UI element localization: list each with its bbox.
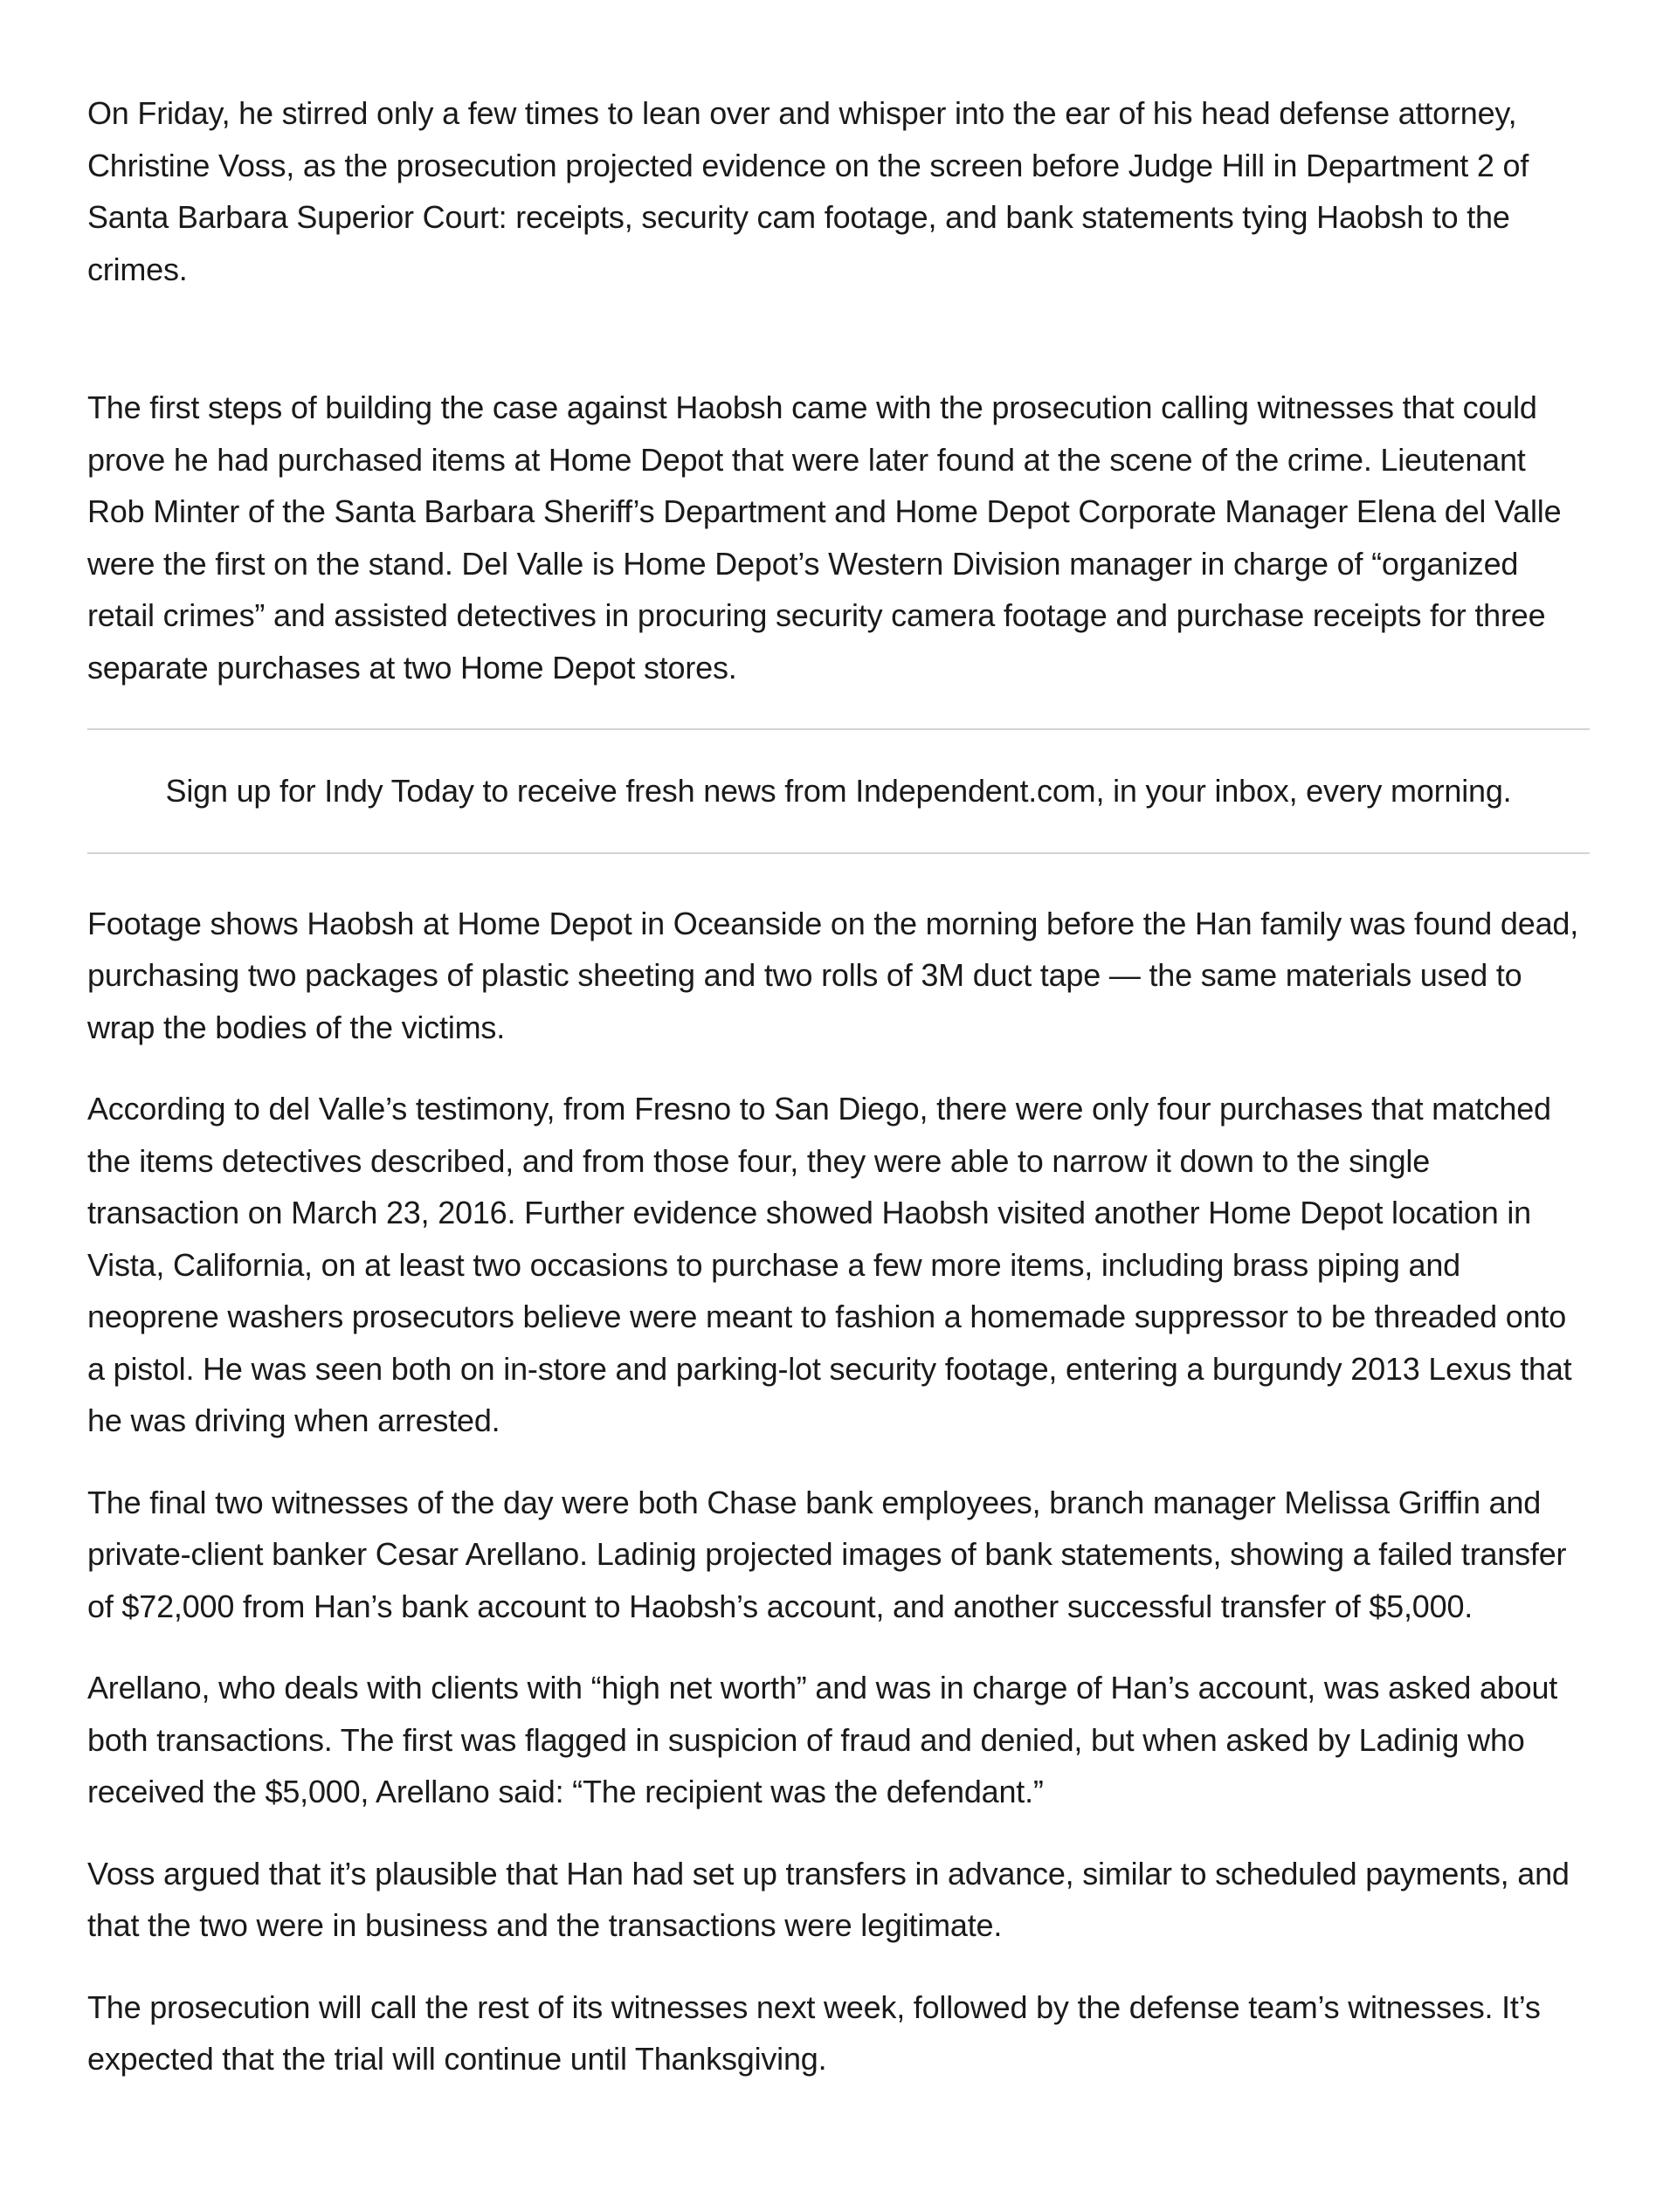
paragraph-arellano: Arellano, who deals with clients with “high net worth” and was in charge of Han’s account, was asked about both transactions. The first was flagged in suspicion of fraud and denied, but when asked by Ladinig who received the $5,000, Arellano said: “The recipient was the defendant.” bbox=[87, 1670, 1558, 1809]
article-body bbox=[87, 87, 1590, 2085]
paragraph-closing: The prosecution will call the rest of its witnesses next week, followed by the defense team’s witnesses. It’s expected that the trial will continue until Thanksgiving. bbox=[87, 1988, 1541, 2077]
paragraph-opening: On Friday, he stirred only a few times to lean over and whisper into the ear of his head defense attorney, Christine Voss, as the prosecution projected evidence on the screen before Judge Hill in Department 2 of Santa Barbara Superior Court: receipts, security cam footage, and bank statements tying Haobsh to the crimes. bbox=[87, 95, 1529, 287]
divider-top bbox=[87, 728, 1590, 730]
paragraph-footage: Footage shows Haobsh at Home Depot in Oceanside on the morning before the Han family was found dead, purchasing two packages of plastic sheeting and two rolls of 3M duct tape — the same materials used to wrap the bodies of the victims. bbox=[87, 905, 1579, 1045]
paragraph-voss: Voss argued that it’s plausible that Han had set up transfers in advance, similar to scheduled payments, and that the two were in business and the transactions were legitimate. bbox=[87, 1855, 1570, 1943]
paragraph-first-steps: The first steps of building the case against Haobsh came with the prosecution calling witnesses that could prove he had purchased items at Home Depot that were later found at the scene of the crime. Lieutenant Rob Minter of the Santa Barbara Sheriff’s Department and Home Depot Corporate Manager Elena del Valle were the first on the stand. Del Valle is Home Depot’s Western Division manager in charge of “organized retail crimes” and assisted detectives in procuring security camera footage and purchase receipts for three separate purchases at two Home Depot stores. bbox=[87, 389, 1562, 686]
newsletter-signup-link[interactable]: Sign up for Indy Today to receive fresh news from Independent.com, in your inbox, every morning. bbox=[165, 773, 1512, 809]
paragraph-testimony: According to del Valle’s testimony, from Fresno to San Diego, there were only four purchases that matched the items detectives described, and from those four, they were able to narrow it down to the single transaction on March 23, 2016. Further evidence showed Haobsh visited another Home Depot location in Vista, California, on at least two occasions to purchase a few more items, including brass piping and neoprene washers prosecutors believe were meant to fashion a homemade suppressor to be threaded onto a pistol. He was seen both on in-store and parking-lot security footage, entering a burgundy 2013 Lexus that he was driving when arrested. bbox=[87, 1091, 1572, 1438]
paragraph-bank-witnesses: The final two witnesses of the day were both Chase bank employees, branch manager Melissa Griffin and private-client banker Cesar Arellano. Ladinig projected images of bank statements, showing a failed transfer of $72,000 from Han’s bank account to Haobsh’s account, and another successful transfer of $5,000. bbox=[87, 1484, 1567, 1624]
